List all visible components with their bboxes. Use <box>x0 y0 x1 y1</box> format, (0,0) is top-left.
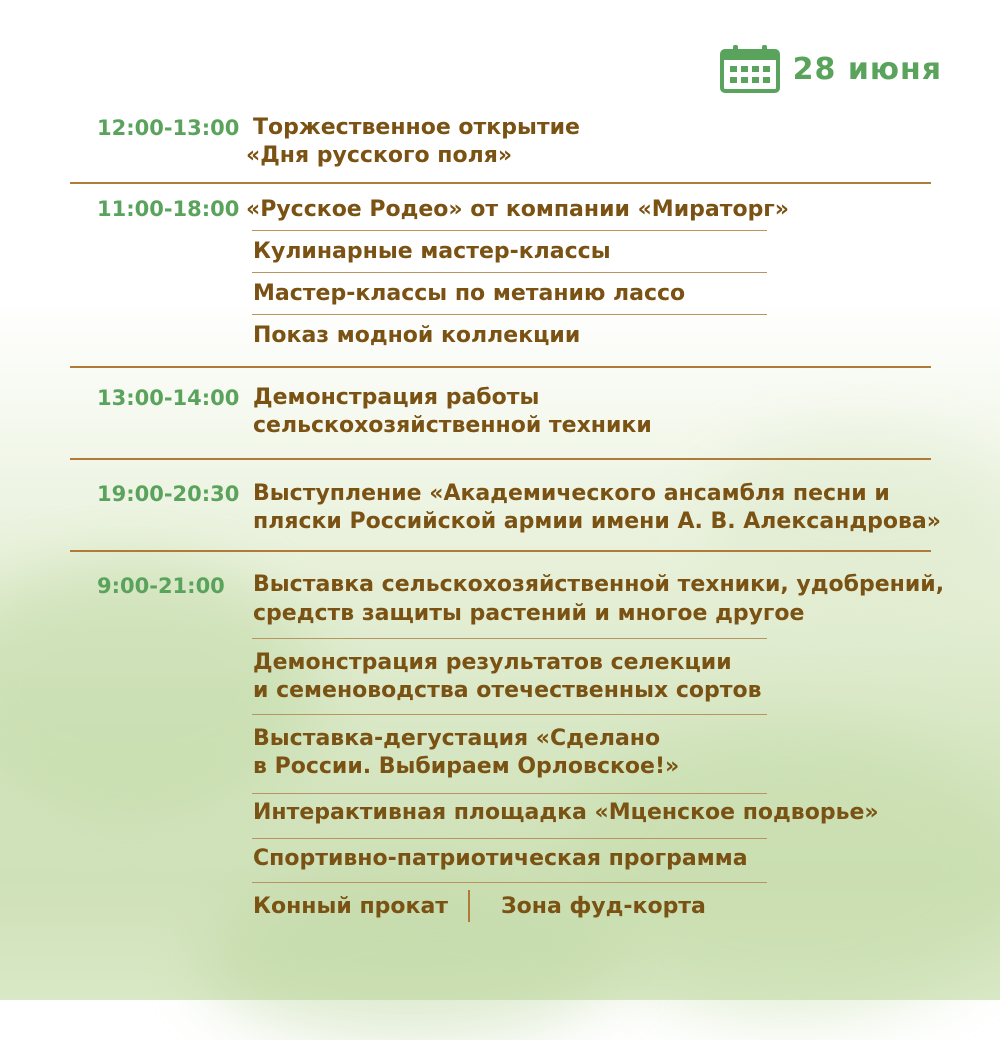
event-item: средств защиты растений и многое другое <box>253 601 805 626</box>
event-item: Кулинарные мастер-классы <box>253 239 611 264</box>
time-slot: 12:00-13:00 <box>97 116 240 140</box>
time-slot: 9:00-21:00 <box>97 574 225 598</box>
event-item: в России. Выбираем Орловское!» <box>253 754 680 779</box>
event-item: Торжественное открытие <box>253 115 580 140</box>
event-item: пляски Российской армии имени А. В. Александрова» <box>253 509 941 534</box>
section-divider <box>70 550 931 552</box>
event-item: «Русское Родео» от компании «Мираторг» <box>246 197 790 222</box>
time-slot: 13:00-14:00 <box>97 386 240 410</box>
item-divider <box>252 314 767 315</box>
time-slot: 11:00-18:00 <box>97 197 240 221</box>
calendar-icon <box>719 44 781 94</box>
event-item: и семеноводства отечественных сортов <box>253 678 762 703</box>
vertical-separator <box>468 890 470 922</box>
event-item: «Дня русского поля» <box>246 143 513 168</box>
item-divider <box>252 882 767 883</box>
event-item: Демонстрация результатов селекции <box>253 650 732 675</box>
item-divider <box>252 793 767 794</box>
section-divider <box>70 366 931 368</box>
event-item: Мастер-классы по метанию лассо <box>253 281 686 306</box>
section-divider <box>70 182 931 184</box>
event-item: Выступление «Академического ансамбля песни и <box>253 481 890 506</box>
event-item: Выставка сельскохозяйственной техники, удобрений, <box>253 572 945 597</box>
item-divider <box>252 714 767 715</box>
event-item: Демонстрация работы <box>253 385 540 410</box>
time-slot: 19:00-20:30 <box>97 482 240 506</box>
section-divider <box>70 458 931 460</box>
event-item: Конный прокат <box>253 894 449 919</box>
event-item: сельскохозяйственной техники <box>253 413 652 438</box>
event-item: Спортивно-патриотическая программа <box>253 846 748 871</box>
event-item: Интерактивная площадка «Мценское подворье» <box>253 800 879 825</box>
event-item: Показ модной коллекции <box>253 323 581 348</box>
item-divider <box>252 272 767 273</box>
item-divider <box>252 838 767 839</box>
date-label: 28 июня <box>792 51 942 87</box>
date-header <box>719 44 942 94</box>
item-divider <box>252 230 767 231</box>
event-item: Выставка-дегустация «Сделано <box>253 726 661 751</box>
event-item: Зона фуд-корта <box>501 894 706 919</box>
item-divider <box>252 638 767 639</box>
